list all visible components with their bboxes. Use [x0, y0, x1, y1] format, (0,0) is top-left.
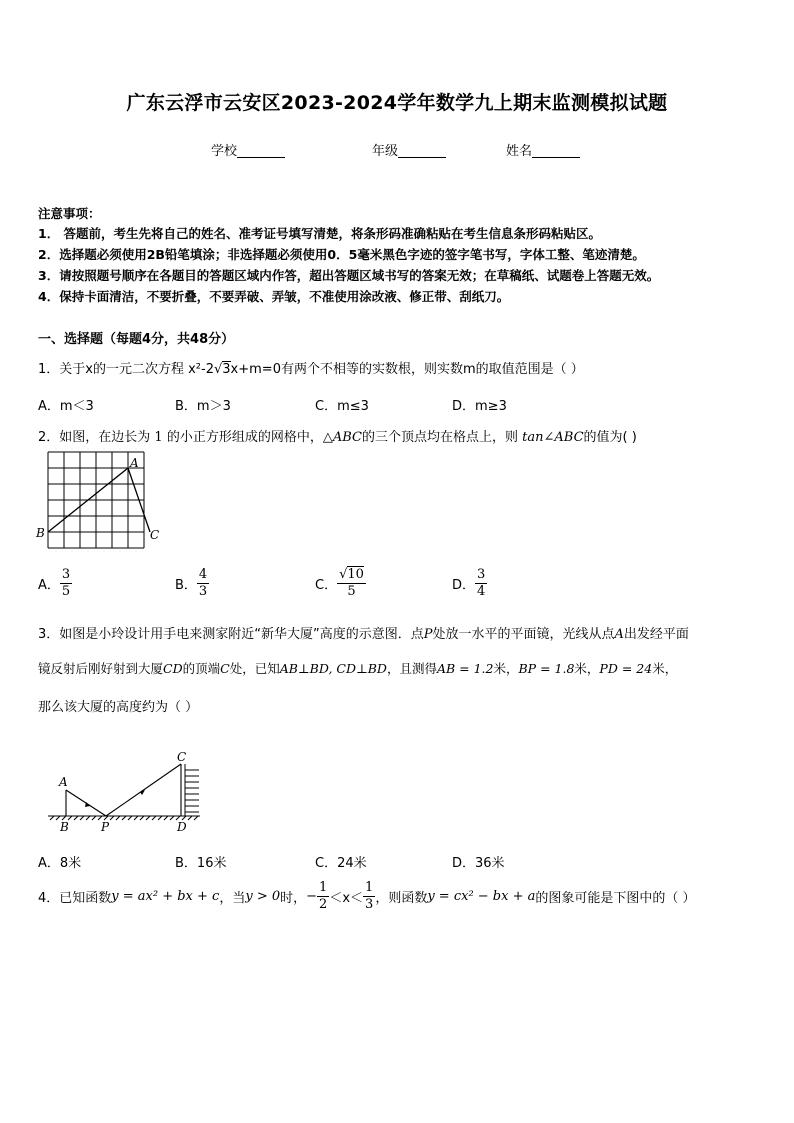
q3-label-d: D: [177, 820, 187, 834]
page-title: 广东云浮市云安区2023-2024学年数学九上期末监测模拟试题: [126, 92, 668, 114]
q3-line1-a: 3．如图是小玲设计用手电来测家附近“新华大厦”高度的示意图．点: [38, 627, 424, 642]
question-3-line-3: 那么该大厦的高度约为（ ）: [38, 700, 199, 715]
field-name-blank[interactable]: [532, 144, 580, 158]
field-grade[interactable]: [372, 140, 446, 159]
field-school-blank[interactable]: [237, 144, 285, 158]
q1-sqrt: √3: [213, 362, 231, 377]
q2-option-b-letter: B．: [175, 578, 197, 593]
q4-text-pre: 4．已知函数: [38, 891, 112, 906]
q3-option-a[interactable]: A．8米: [38, 856, 82, 871]
q2-option-a[interactable]: [38, 567, 72, 600]
q2-text-d: 的值为( ): [583, 430, 637, 445]
q2-label-c: C: [150, 528, 160, 542]
q3-option-b[interactable]: B．16米: [175, 856, 227, 871]
q3-pd-length: PD = 24: [599, 661, 653, 676]
q4-condition: y > 0: [245, 889, 281, 904]
question-4-stem: [38, 880, 696, 913]
q1-option-b[interactable]: B．m＞3: [175, 399, 231, 414]
q2-option-d-letter: D．: [452, 578, 476, 593]
q3-line2-g: 米，: [652, 661, 678, 676]
q3-line1-c: 出发经平面: [623, 627, 689, 642]
field-grade-blank[interactable]: [398, 144, 446, 158]
field-school[interactable]: [211, 140, 285, 159]
q3-line2-c: 处，已知: [229, 661, 280, 676]
q3-line1-b: 处放一水平的平面镜，光线从点: [432, 627, 615, 642]
field-name-label: 姓名: [506, 144, 533, 159]
q2-option-c-fraction: [337, 567, 366, 600]
q2-option-c[interactable]: [315, 567, 366, 600]
q2-option-c-sqrt-value: 10: [347, 567, 364, 582]
q2-label-b: B: [36, 526, 45, 540]
q4-inequality: ＜x＜: [329, 891, 364, 906]
q3-point-p: P: [423, 627, 433, 642]
q3-ab-length: AB = 1.2: [436, 661, 494, 676]
q3-mirror-figure: [44, 748, 209, 836]
note-item: 3．请按照题号顺序在各题目的答题区域内作答，超出答题区域书写的答案无效；在草稿纸、试题卷上答题无效。: [38, 268, 660, 283]
q3-bp-length: BP = 1.8: [518, 661, 575, 676]
q4-text-mid1: ，当: [219, 891, 246, 906]
q3-point-c: C: [220, 661, 230, 676]
field-school-label: 学校: [211, 144, 238, 159]
q1-option-d[interactable]: D．m≥3: [452, 399, 507, 414]
q2-option-c-num: √10: [339, 567, 364, 582]
q2-text-c: 的三个顶点均在格点上，则: [362, 430, 519, 445]
q2-option-d-den: 4: [477, 584, 486, 599]
q2-option-b-den: 3: [198, 584, 208, 599]
q4-text-mid2: 时，: [280, 891, 307, 906]
q2-option-a-den: 5: [61, 584, 71, 599]
q3-label-b: B: [60, 820, 69, 834]
q4-minus: −: [306, 889, 318, 904]
field-grade-label: 年级: [372, 144, 399, 159]
q3-option-d[interactable]: D．36米: [452, 856, 505, 871]
q3-light-path: [66, 764, 181, 816]
q2-option-a-fraction: [60, 567, 72, 600]
q4-function-1: y = ax² + bx + c: [111, 889, 220, 904]
q3-perpendicular: AB⊥BD, CD⊥BD: [279, 661, 387, 676]
q2-option-d-fraction: [475, 567, 487, 600]
q2-triangle: △ABC: [322, 430, 362, 445]
section-heading: 一、选择题（每题4分，共48分）: [38, 332, 235, 347]
q4-frac1-den: 2: [319, 897, 328, 912]
question-2-stem: [38, 426, 637, 445]
q2-tan: tan∠ABC: [522, 430, 584, 445]
q4-function-2: y = cx² − bx + a: [427, 889, 536, 904]
q2-option-d[interactable]: [452, 567, 487, 600]
q3-line2-f: 米，: [574, 661, 600, 676]
q2-label-a: A: [130, 456, 139, 470]
field-name[interactable]: [506, 140, 580, 159]
q4-text-post: 的图象可能是下图中的（ ）: [535, 891, 696, 906]
note-item: 1． 答题前，考生先将自己的姓名、准考证号填写清楚，将条形码准确粘贴在考生信息条形码粘贴区。: [38, 226, 602, 241]
q2-option-a-letter: A．: [38, 578, 60, 593]
q2-one: 1: [154, 430, 163, 445]
q3-point-a: A: [614, 627, 624, 642]
note-item: 2．选择题必须使用2B铅笔填涂；非选择题必须使用0．5毫米黑色字迹的签字笔书写，字体工整、笔迹清楚。: [38, 247, 645, 262]
q3-label-c: C: [177, 750, 187, 764]
q2-option-b[interactable]: [175, 567, 209, 600]
q2-option-d-num: 3: [477, 567, 486, 582]
q1-text-post: x+m=0有两个不相等的实数根，则实数m的取值范围是（ ）: [230, 362, 584, 377]
q2-option-b-fraction: [197, 567, 209, 600]
q4-fraction-2: [363, 880, 375, 913]
q1-sqrt-value: 3: [222, 362, 231, 377]
q3-line2-d: ，且测得: [386, 661, 437, 676]
q2-option-b-num: 4: [198, 567, 208, 582]
q1-option-a[interactable]: A．m＜3: [38, 399, 94, 414]
q3-line2-e: 米，: [493, 661, 519, 676]
q4-fraction-1: [317, 880, 329, 913]
question-3-line-1: [38, 623, 689, 642]
q4-frac1-num: 1: [319, 880, 328, 895]
q2-option-c-letter: C．: [315, 578, 338, 593]
q4-frac2-num: 1: [365, 880, 374, 895]
q3-line2-b: 的顶端: [182, 661, 221, 676]
q3-cd: CD: [163, 661, 183, 676]
question-3-line-2: [38, 659, 677, 677]
q1-option-c[interactable]: C．m≤3: [315, 399, 369, 414]
q2-text-b: 的小正方形组成的网格中，: [166, 430, 323, 445]
q3-label-a: A: [59, 775, 68, 789]
q3-option-c[interactable]: C．24米: [315, 856, 367, 871]
q4-frac2-den: 3: [365, 897, 374, 912]
q3-building-hatch: [185, 764, 199, 816]
note-item: 4．保持卡面清洁，不要折叠，不要弄破、弄皱，不准使用涂改液、修正带、刮纸刀。: [38, 289, 510, 304]
question-1-stem: [38, 358, 584, 377]
q2-grid-figure: [34, 448, 166, 554]
q3-line2-a: 镜反射后刚好射到大厦: [38, 661, 164, 676]
q3-label-p: P: [101, 820, 110, 834]
q4-text-mid3: ，则函数: [375, 891, 428, 906]
q1-text-pre: 1．关于x的一元二次方程 x²-2: [38, 362, 214, 377]
q2-option-a-num: 3: [61, 567, 71, 582]
q2-option-c-den: 5: [347, 584, 356, 599]
q2-text-a: 2．如图，在边长为: [38, 430, 151, 445]
notes-heading: 注意事项：: [38, 206, 101, 221]
